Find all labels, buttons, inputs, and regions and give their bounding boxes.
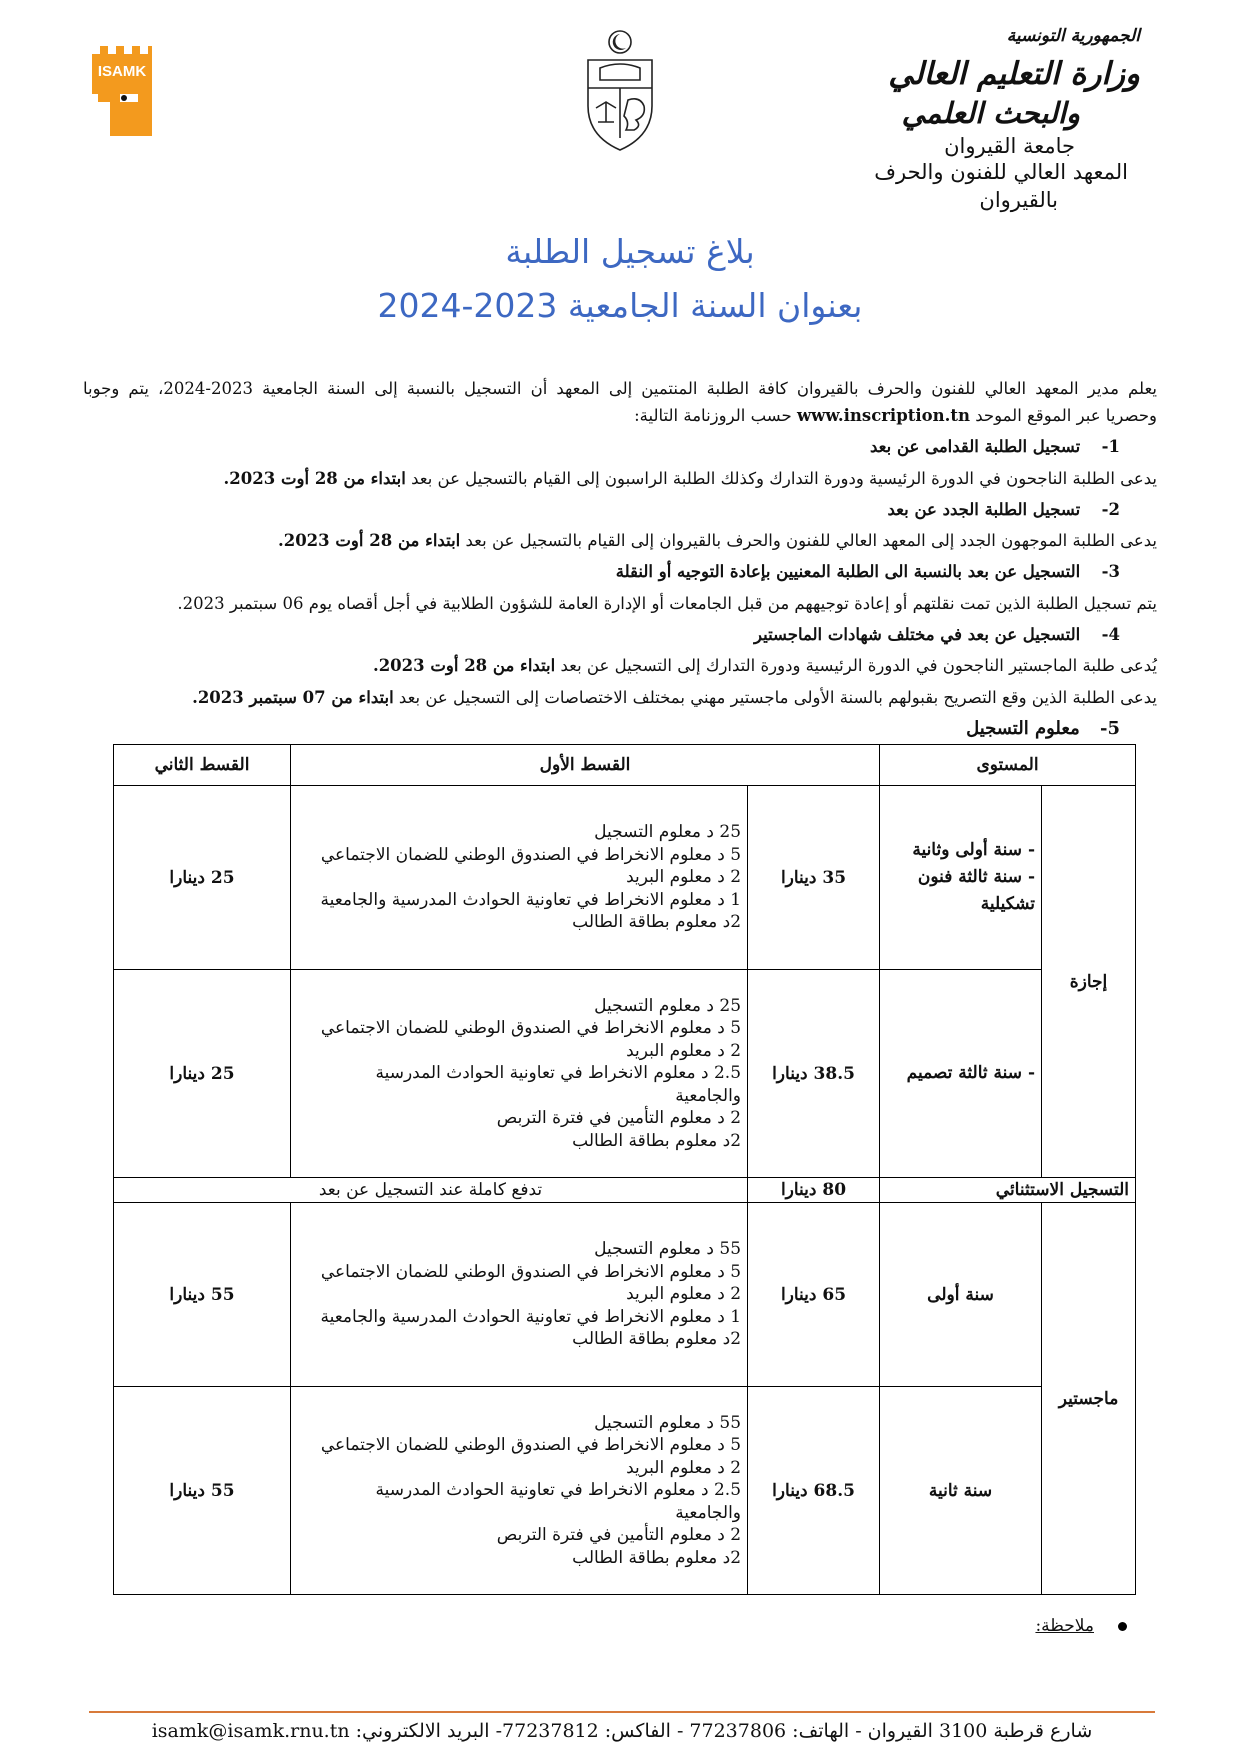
header-second-installment: القسط الثاني [114, 745, 291, 786]
website-link[interactable]: www.inscription.tn [796, 406, 970, 425]
table-row [114, 1203, 1136, 1387]
exceptional-note: تدفع كاملة عند التسجيل عن بعد [114, 1178, 748, 1203]
table-row [114, 970, 1136, 1178]
section-5-heading: 5- معلوم التسجيل [966, 718, 1120, 739]
header-university: جامعة القيروان [944, 134, 1075, 158]
section-3-heading: 3- التسجيل عن بعد بالنسبة الى الطلبة المعنيين بإعادة التوجيه أو النقلة [615, 562, 1120, 581]
second-installment-cell: 25 دينارا [114, 970, 291, 1178]
level-cell: سنة ثانية [880, 1387, 1042, 1595]
section-2-heading: 2- تسجيل الطلبة الجدد عن بعد [887, 500, 1120, 519]
section-4-body-2: يدعى الطلبة الذين وقع التصريح بقبولهم بالسنة الأولى ماجستير مهني بمختلف الاختصاصات إلى التسجيل عن بعد ابتداء من 07 سبتمبر 2023. [192, 688, 1157, 707]
isamk-logo [90, 44, 154, 136]
group-licence: إجازة [1042, 786, 1136, 1178]
items-cell: 25 د معلوم التسجيل 5 د معلوم الانخراط في الصندوق الوطني للضمان الاجتماعي 2 د معلوم البريد 2.5 د معلوم الانخراط في تعاونية الحوادث المدرسية والجامعية 2 د معلوم التأمين في فترة التربص 2د معلوم بطاقة الطالب [291, 970, 748, 1178]
group-master: ماجستير [1042, 1203, 1136, 1595]
amount-cell: 38.5 دينارا [748, 970, 880, 1178]
items-cell: 55 د معلوم التسجيل 5 د معلوم الانخراط في الصندوق الوطني للضمان الاجتماعي 2 د معلوم البريد 2.5 د معلوم الانخراط في تعاونية الحوادث المدرسية والجامعية 2 د معلوم التأمين في فترة التربص 2د معلوم بطاقة الطالب [291, 1387, 748, 1595]
level-cell: سنة أولى [880, 1203, 1042, 1387]
header-first-installment: القسط الأول [291, 745, 880, 786]
section-4-heading: 4- التسجيل عن بعد في مختلف شهادات الماجستير [753, 625, 1120, 644]
intro-line-1: يعلم مدير المعهد العالي للفنون والحرف بالقيروان كافة الطلبة المنتمين إلى المعهد أن التسجيل بالنسبة إلى السنة الجامعية 2023-2024، يتم وجوبا [83, 379, 1157, 398]
items-cell: 25 د معلوم التسجيل 5 د معلوم الانخراط في الصندوق الوطني للضمان الاجتماعي 2 د معلوم البريد 1 د معلوم الانخراط في تعاونية الحوادث المدرسية والجامعية 2د معلوم بطاقة الطالب [291, 786, 748, 970]
header-level: المستوى [880, 745, 1136, 786]
footer-contact: شارع قرطبة 3100 القيروان - الهاتف: 77237806 - الفاكس: 77237812- البريد الالكتروني: isamk@isamk.rnu.tn [151, 1720, 1093, 1742]
fees-table [113, 744, 1136, 1595]
header-institute: المعهد العالي للفنون والحرف [874, 160, 1128, 184]
section-1-heading: 1- تسجيل الطلبة القدامى عن بعد [869, 437, 1120, 456]
table-header-row [114, 745, 1136, 786]
second-installment-cell: 55 دينارا [114, 1203, 291, 1387]
note-label: ملاحظة: [1035, 1616, 1094, 1636]
header-republic: الجمهورية التونسية [1006, 26, 1140, 46]
intro-line-2: وحصريا عبر الموقع الموحد www.inscription.tn حسب الروزنامة التالية: [634, 406, 1157, 425]
items-cell: 55 د معلوم التسجيل 5 د معلوم الانخراط في الصندوق الوطني للضمان الاجتماعي 2 د معلوم البريد 1 د معلوم الانخراط في تعاونية الحوادث المدرسية والجامعية 2د معلوم بطاقة الطالب [291, 1203, 748, 1387]
table-row [114, 786, 1136, 970]
amount-cell: 35 دينارا [748, 786, 880, 970]
header-ministry-research: والبحث العلمي [901, 96, 1080, 130]
amount-cell: 65 دينارا [748, 1203, 880, 1387]
section-1-body: يدعى الطلبة الناجحون في الدورة الرئيسية ودورة التدارك وكذلك الطلبة الراسبون إلى القيام بالتسجيل عن بعد ابتداء من 28 أوت 2023. [223, 469, 1157, 488]
header-city: بالقيروان [979, 188, 1058, 212]
second-installment-cell: 25 دينارا [114, 786, 291, 970]
footer-divider [89, 1711, 1155, 1713]
page-subtitle: بعنوان السنة الجامعية 2023-2024 [377, 286, 863, 325]
table-row [114, 1387, 1136, 1595]
amount-cell: 68.5 دينارا [748, 1387, 880, 1595]
tunisia-coat-of-arms-icon [578, 28, 662, 154]
section-3-body: يتم تسجيل الطلبة الذين تمت نقلتهم أو إعادة توجيههم من قبل الجامعات أو الإدارة العامة للشؤون الطلابية في أجل أقصاه يوم 06 سبتمبر 2023. [177, 594, 1157, 613]
logo-text: ISAMK [97, 63, 147, 80]
exceptional-label: التسجيل الاستثنائي [880, 1178, 1136, 1203]
exceptional-amount: 80 دينارا [748, 1178, 880, 1203]
header-ministry: وزارة التعليم العالي [888, 56, 1140, 92]
level-cell: - سنة ثالثة تصميم [880, 970, 1042, 1178]
section-4-body: يُدعى طلبة الماجستير الناجحون في الدورة الرئيسية ودورة التدارك إلى التسجيل عن بعد ابتداء من 28 أوت 2023. [372, 656, 1157, 675]
level-cell: - سنة أولى وثانية - سنة ثالثة فنون تشكيلية [880, 786, 1042, 970]
bullet-icon [1118, 1622, 1127, 1631]
page-title: بلاغ تسجيل الطلبة [505, 232, 755, 271]
table-row-exceptional [114, 1178, 1136, 1203]
second-installment-cell: 55 دينارا [114, 1387, 291, 1595]
section-2-body: يدعى الطلبة الموجهون الجدد إلى المعهد العالي للفنون والحرف بالقيروان إلى القيام بالتسجيل عن بعد ابتداء من 28 أوت 2023. [277, 531, 1157, 550]
